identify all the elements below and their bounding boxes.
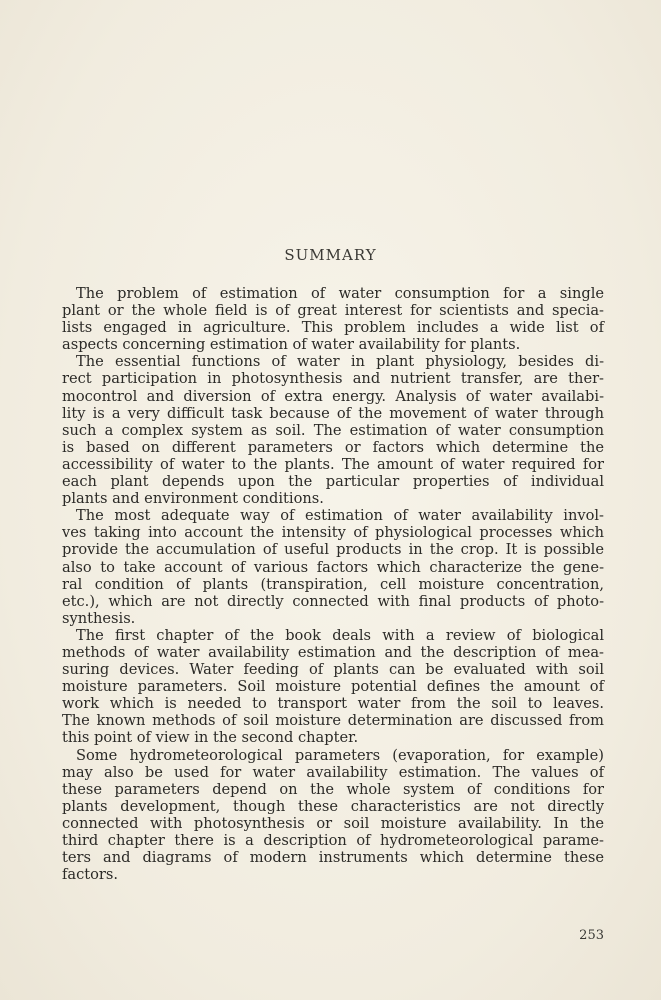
text-line: methods of water availability estimation and the description of mea- xyxy=(62,643,604,661)
text-line: The essential functions of water in plant physiology, besides di- xyxy=(76,353,604,371)
text-line: moisture parameters. Soil moisture potential defines the amount of xyxy=(62,678,604,696)
text-line: plants development, though these characteristics are not directly xyxy=(62,797,604,815)
text-line: ves taking into account the intensity of physiological processes which xyxy=(62,524,604,542)
text-line: ral condition of plants (transpiration, cell moisture concentration, xyxy=(62,575,604,593)
paragraph-4 xyxy=(62,627,604,747)
paragraph-3 xyxy=(62,507,604,627)
text-line: aspects concerning estimation of water availability for plants. xyxy=(62,336,521,354)
text-line: factors. xyxy=(62,866,119,884)
paragraph-5 xyxy=(62,747,604,884)
text-line: also to take account of various factors which characterize the gene- xyxy=(62,558,604,576)
paragraph-1 xyxy=(62,285,604,353)
text-line: rect participation in photosynthesis and nutrient transfer, are ther- xyxy=(62,370,604,388)
text-line: etc.), which are not directly connected with final products of photo- xyxy=(62,592,604,610)
text-line: such a complex system as soil. The estimation of water consumption xyxy=(62,421,604,439)
text-line: lists engaged in agriculture. This problem includes a wide list of xyxy=(62,319,604,337)
page-number: 253 xyxy=(579,928,604,943)
summary-body xyxy=(62,285,604,883)
text-line: this point of view in the second chapter. xyxy=(62,729,359,747)
text-line: is based on different parameters or factors which determine the xyxy=(62,438,604,456)
text-line: synthesis. xyxy=(62,609,136,627)
text-line: The most adequate way of estimation of water availability invol- xyxy=(76,507,604,525)
text-line: lity is a very difficult task because of the movement of water through xyxy=(62,404,604,422)
text-line: suring devices. Water feeding of plants can be evaluated with soil xyxy=(62,661,604,679)
text-line: may also be used for water availability estimation. The values of xyxy=(62,763,604,781)
text-line: mocontrol and diversion of extra energy. Analysis of water availabi- xyxy=(62,387,604,405)
text-line: accessibility of water to the plants. The amount of water required for xyxy=(62,455,604,473)
text-line: The problem of estimation of water consumption for a single xyxy=(76,285,604,302)
text-line: Some hydrometeorological parameters (evaporation, for example) xyxy=(76,746,604,764)
text-line: connected with photosynthesis or soil moisture availability. In the xyxy=(62,814,604,832)
text-line: plant or the whole field is of great interest for scientists and specia- xyxy=(62,302,604,320)
text-line: plants and environment conditions. xyxy=(62,490,324,508)
paragraph-2 xyxy=(62,353,604,507)
text-line: third chapter there is a description of hydrometeorological parame- xyxy=(62,832,604,849)
page-title: SUMMARY xyxy=(284,246,377,264)
text-line: these parameters depend on the whole system of conditions for xyxy=(62,780,604,798)
text-line: The known methods of soil moisture determination are discussed from xyxy=(62,712,604,730)
text-line: ters and diagrams of modern instruments which determine these xyxy=(62,849,604,867)
text-line: provide the accumulation of useful products in the crop. It is possible xyxy=(62,541,604,559)
text-line: each plant depends upon the particular properties of individual xyxy=(62,473,604,491)
text-line: work which is needed to transport water from the soil to leaves. xyxy=(62,695,604,713)
text-line: The first chapter of the book deals with a review of biological xyxy=(76,626,604,644)
